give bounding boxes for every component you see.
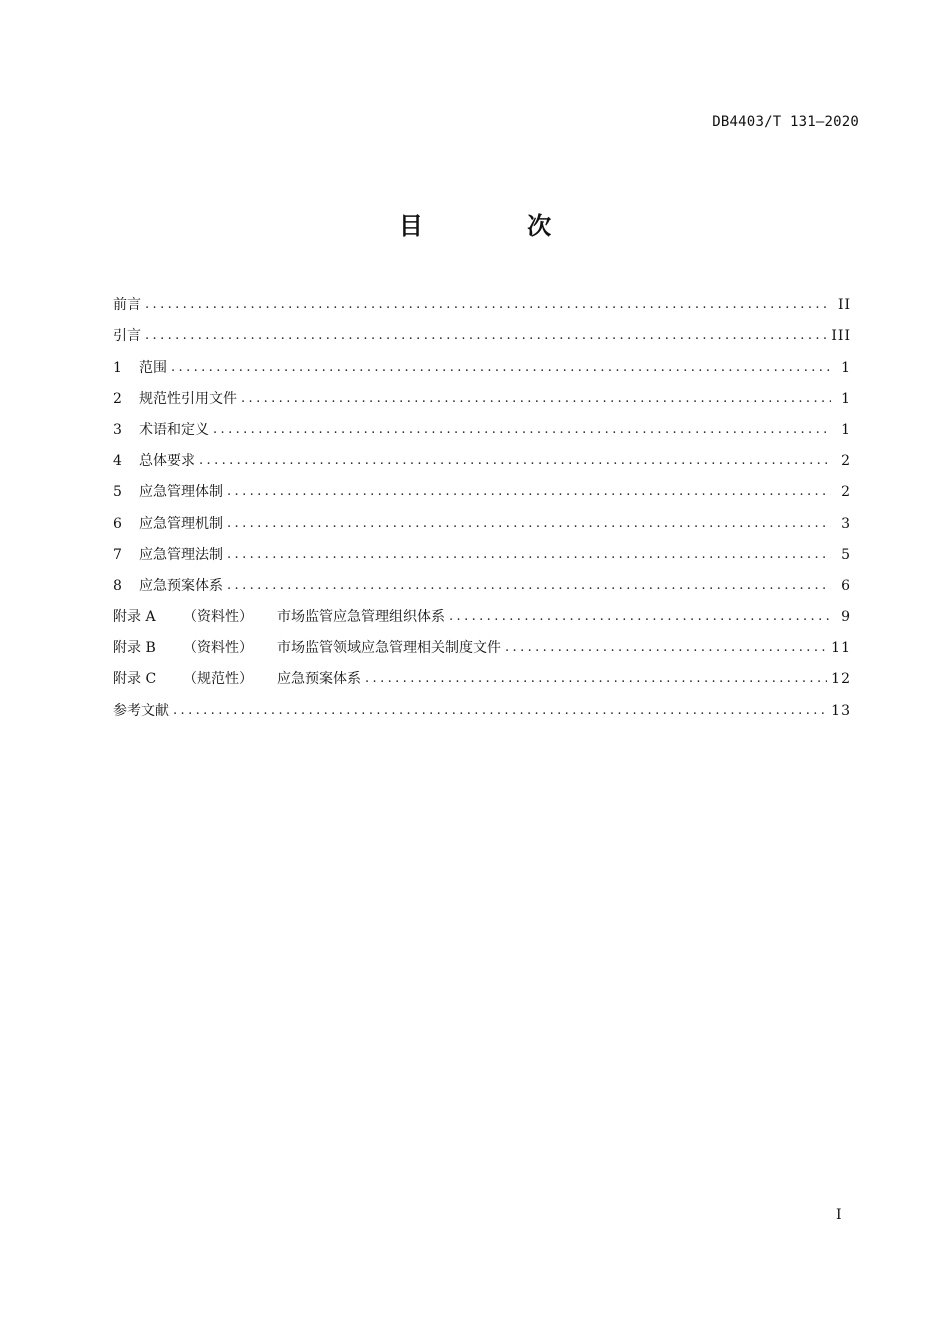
toc-leader-dots [365,669,827,689]
toc-entry-page: 6 [841,577,851,594]
toc-entry-label: 应急管理法制 [139,546,223,563]
toc-entry-label: 应急预案体系 [139,577,223,594]
toc-entry-annex-c[interactable] [113,658,851,689]
document-code: DB4403/T 131—2020 [712,114,859,130]
toc-entry-page: 2 [841,484,851,501]
toc-annex-type: （资料性） [183,609,253,626]
toc-entry-page: 12 [831,671,851,688]
table-of-contents [113,284,851,721]
toc-leader-dots [173,701,827,721]
toc-entry-page: 1 [841,421,851,438]
toc-annex-number: 附录 A [113,609,156,626]
toc-leader-dots [227,545,831,565]
toc-entry-bibliography[interactable] [113,689,851,720]
toc-entry-page: 5 [841,546,851,563]
toc-entry-label: 范围 [139,359,167,376]
toc-entry-management-legal[interactable] [113,534,851,565]
toc-entry-label: 参考文献 [113,702,169,719]
toc-entry-page: 13 [831,702,851,719]
toc-entry-label: 市场监管领域应急管理相关制度文件 [277,640,501,657]
toc-leader-dots [241,389,831,409]
toc-entry-normative-references[interactable] [113,378,851,409]
toc-entry-annex-b[interactable] [113,627,851,658]
toc-entry-label: 引言 [113,328,141,345]
toc-entry-label: 术语和定义 [139,421,209,438]
toc-annex-type: （资料性） [183,640,253,657]
toc-entry-page: 9 [841,609,851,626]
toc-entry-page: II [837,297,851,314]
toc-entry-label: 应急管理体制 [139,484,223,501]
toc-entry-page: III [831,328,851,345]
toc-entry-management-mechanism[interactable] [113,502,851,533]
toc-entry-page: 1 [841,359,851,376]
toc-entry-foreword[interactable] [113,284,851,315]
toc-entry-label: 总体要求 [139,453,195,470]
toc-entry-label: 规范性引用文件 [139,390,237,407]
page-title: 目 次 [398,212,600,240]
page-number: I [836,1207,842,1223]
toc-entry-general-requirements[interactable] [113,440,851,471]
toc-leader-dots [171,358,831,378]
toc-entry-management-system[interactable] [113,471,851,502]
toc-entry-label: 应急管理机制 [139,515,223,532]
toc-entry-number: 7 [113,546,122,563]
toc-entry-label: 应急预案体系 [277,671,361,688]
toc-entry-scope[interactable] [113,346,851,377]
toc-annex-type: （规范性） [183,671,253,688]
toc-leader-dots [227,514,831,534]
toc-entry-annex-a[interactable] [113,596,851,627]
toc-leader-dots [145,326,827,346]
toc-entry-page: 2 [841,453,851,470]
toc-annex-number: 附录 B [113,640,156,657]
toc-leader-dots [227,576,831,596]
toc-entry-page: 11 [831,640,851,657]
toc-entry-terms-definitions[interactable] [113,409,851,440]
toc-entry-number: 6 [113,515,122,532]
toc-entry-number: 8 [113,577,122,594]
toc-entry-number: 2 [113,390,122,407]
toc-entry-number: 1 [113,359,122,376]
toc-entry-label: 前言 [113,297,141,314]
toc-leader-dots [145,295,831,315]
toc-annex-number: 附录 C [113,671,157,688]
toc-leader-dots [449,607,831,627]
toc-entry-page: 1 [841,390,851,407]
toc-entry-emergency-plan-system[interactable] [113,565,851,596]
toc-entry-number: 3 [113,421,122,438]
toc-entry-label: 市场监管应急管理组织体系 [277,609,445,626]
toc-leader-dots [227,482,831,502]
toc-leader-dots [199,451,831,471]
toc-entry-introduction[interactable] [113,315,851,346]
toc-entry-number: 5 [113,484,122,501]
toc-leader-dots [213,420,831,440]
toc-entry-page: 3 [841,515,851,532]
toc-entry-number: 4 [113,453,122,470]
toc-leader-dots [505,638,827,658]
